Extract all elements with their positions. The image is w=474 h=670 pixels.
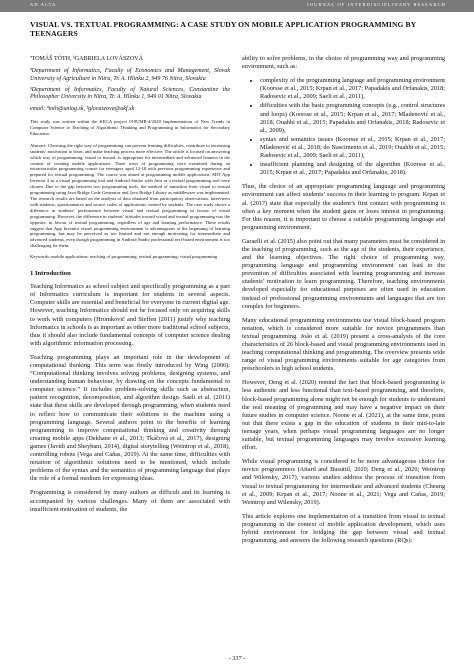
intro-paragraph-1: Teaching Informatics as school subject and specifically programming as a part of Informatics curriculum is important for students in several aspects. Computer skills are essential and beneficial for everyone in current digital age. However, teaching Informatics should not be focused only on acquiring skills to work with computers (Hromkovič and Steffen (2011) justify why teaching Informatics in schools is as important as other more traditional school subjects, thus it should also include fundamental concepts of computer science dealing with algorithmic information processing.	[30, 283, 230, 347]
left-column	[30, 55, 230, 520]
right-paragraph-2: Garaelli et al. (2015) also point out that many parameters must be considered in the teaching of programming, such as the age of the students, their experience, and the learning objectives. The right choice of programming way, programming language and programming environment can lead to the prevention of difficulties associated with learning programming and increase students’ motivation to learn programming. Therefore, teaching environments developed especially for educational purposes are often used in education instead of professional programming environments and languages that are too complex for beginners.	[242, 237, 445, 310]
email-line: email: ªtoth@uniag.sk, ᵇglovaszova@ukf.sk	[30, 105, 135, 112]
section-heading-introduction: 1 Introduction	[30, 270, 71, 278]
right-column	[242, 55, 445, 551]
list-item: • complexity of the programming language and programming environment (Koorsse et al., 2015; Krpan et al., 2017; Papadakis and Orfanakis, 2018; Radosevic et al., 2009; Saeli et al., 2011),	[260, 77, 445, 101]
right-paragraph-3: Many educational programming environments use visual block-based program notation, which is considered more suitable for novice programmers than textual programming. João et al. (2019) present a cross-analysis of the core characteristics of 26 block-based and visual programming environments used in teaching computational thinking and programming. The overview presents wide range of visual programming environments suitable for age categories from preschoolers to high school students.	[242, 316, 445, 373]
journal-short-name: AD ALTA	[30, 2, 57, 7]
paper-title: VISUAL VS. TEXTUAL PROGRAMMING: A CASE STUDY ON MOBILE APPLICATION PROGRAMMING BY TEENAGERS	[30, 20, 416, 38]
right-paragraph-6: This article explores one implementation of a transition from visual to textual programming in the context of mobile application development, which uses hybrid environment for bridging the gap between visual and textual programming, and answers the following research questions (RQs):	[242, 512, 445, 545]
right-paragraph-5: While visual programming is considered to be more advantageous choice for novice programmers (Attard and Busuttil, 2020; Deng et al., 2020; Weintrop and Wilensky, 2017), various studies address the process of transition from visual to textual programming for intermediate and advanced students (Cheung et al., 2009; Krpan et al., 2017; Noone et al., 2021; Vega and Cañas, 2019; Weintrop and Wilensky, 2019).	[242, 458, 445, 506]
journal-header-bar	[0, 0, 474, 12]
page-number: - 337 -	[228, 655, 246, 662]
intro-paragraph-2: Teaching programming plays an important role in the development of computational thinking. This term was firstly introduced by Wing (2006): “Computational thinking involves solving problems, designing systems, and understanding human behaviour, by drawing on the concepts fundamental to computer science.” It includes problem-solving skills such as abstraction, pattern recognition, decomposition, and algorithm design. Saeli et al. (2011) state that these skills are developed through programming, when students need to reflect how to communicate their solutions to the machine using a programming language. Several authors point to the benefits of learning programming to improve computational thinking and creativity through creating mobile apps (Dekhane et al., 2013; Tkáčová et al., 2017), designing games (Javidi and Sheybani, 2014), digital storytelling (Weintrop et al., 2018), controlling robots (Vega and Cañas, 2019). At the same time, difficulties with notation of algorithmic solutions need to be mentioned, which include problems of the syntax and the semantics of programming language that plays the role of a formal medium for expressing ideas.	[30, 353, 230, 483]
keywords: Keywords: mobile applications; teaching of programming; textual programming; visual programming	[30, 254, 218, 260]
list-item: • syntax and semantics issues (Koorsse et al., 2015; Krpan et al., 2017; Mladenović et al., 2018; do Nascimento et al., 2019; Ouahbi et al., 2015; Radosevic et al., 2009; Saeli et al., 2011),	[260, 136, 445, 160]
right-paragraph-4: However, Deng et al. (2020) remind the fact that block-based programming is less authentic and less functional than text-based programming, and therefore, block-based programming alone might not be enough for students to understand the real meaning of programming and may have a negative impact on their future studies in computer science. Noone et al. (2021), at the same time, point out that there exists a gap in the education of students in their mid-to-late teenage years, when perhaps visual programming languages are no longer suitable, but textual programming languages may involve excessive learning effort.	[242, 379, 445, 452]
affiliation-b: ᵇDepartment of Informatics, Faculty of Natural Sciences, Constantine the Philosopher University in Nitra, Tr. A. Hlinku 1, 949 01 Nitra, Slovakia	[30, 86, 230, 101]
affiliations	[30, 68, 230, 113]
journal-full-name: JOURNAL OF INTERDISCIPLINARY RESEARCH	[306, 2, 446, 7]
difficulties-list	[242, 77, 445, 177]
affiliation-a: ªDepartment of Informatics, Faculty of Economics and Management, Slovak University of Agriculture in Nitra, Tr. A. Hlinku 2, 949 76 Nitra, Slovakia	[30, 68, 230, 82]
intro-paragraph-3: Programming is considered by many authors as difficult and its learning is accompanied by various challenges. Many of them are associated with insufficient motivation of students, the	[30, 489, 230, 513]
list-item: • difficulties with the basic programming concepts (e.g., control structures and loops) (Koorsse et al., 2015; Krpan et al., 2017; Mladenović et al., 2018; Ouahbi et al., 2015; Papadakis and Orfanakis, 2018; Radosevic et al., 2009),	[260, 102, 445, 134]
authors: ªTOMÁŠ TÓTH, ᵇGABRIELA LOVÁSZOVÁ	[30, 56, 143, 62]
right-paragraph-1: Thus, the choice of an appropriate programming language and programming environment can affect students’ success in their learning to program. Krpan et al. (2017) state that especially the student’s first contact with programming is often a key moment when the student gains or loses interest in programming. For this reason, it is important to choose a suitable programming language and programming environment.	[242, 183, 445, 231]
right-paragraph-intro: ability to solve problems, in the choice of programming way and programming environment, such as:	[242, 55, 445, 71]
list-item: • insufficient planning and designing of the algorithm (Koorsse et al., 2015; Krpan et al., 2017; Papadakis and Orfanakis, 2018).	[260, 161, 445, 177]
abstract: Abstract: Choosing the right way of programming can prevent learning difficulties, contribute to increasing students’ motivation to learn, and make teaching process more effective. The article is focused on answering which way of programming, visual or textual, is appropriate for intermediate and advanced learners in the context of creating mobile applications. Three ways of programming were examined during an extracurricular programming course for teenagers aged 12-18 with previous programming experience and prepared for textual programming. The course was aimed at programming mobile applications. MIT App Inventor 2 as a visual programming tool and Android Studio with Java as a textual programming tool were chosen. Due to the gap between two programming tools, the method of transition from visual to textual programming using Java Bridge Code Generator and Java Bridge Library as middleware was implemented. The research results are based on the analysis of data obtained from participatory observations, interviews with students, questionnaires and source codes of applications created by students. The case study shows a difference in students’ performance between visual and textual programming in favour of visual programming. However, the difference in students’ attitudes toward visual and textual programming was the opposite, in favour of textual programming, regardless of age and learning performance. These results suggest that App Inventor visual programming environment is advantageous at the beginning of learning programming, but may be perceived as too limited and not enough motivating for intermediate and advanced students, even though programming in Android Studio professional text-based environment is too challenging for them.	[30, 142, 230, 249]
funding-note: This study was written within the KEGA project 019UMB-4/2020 Implementation of New Trends in Computer Science to Teaching of Algorithmic Thinking and Programming in Informatics for Secondary Education.	[30, 119, 230, 136]
